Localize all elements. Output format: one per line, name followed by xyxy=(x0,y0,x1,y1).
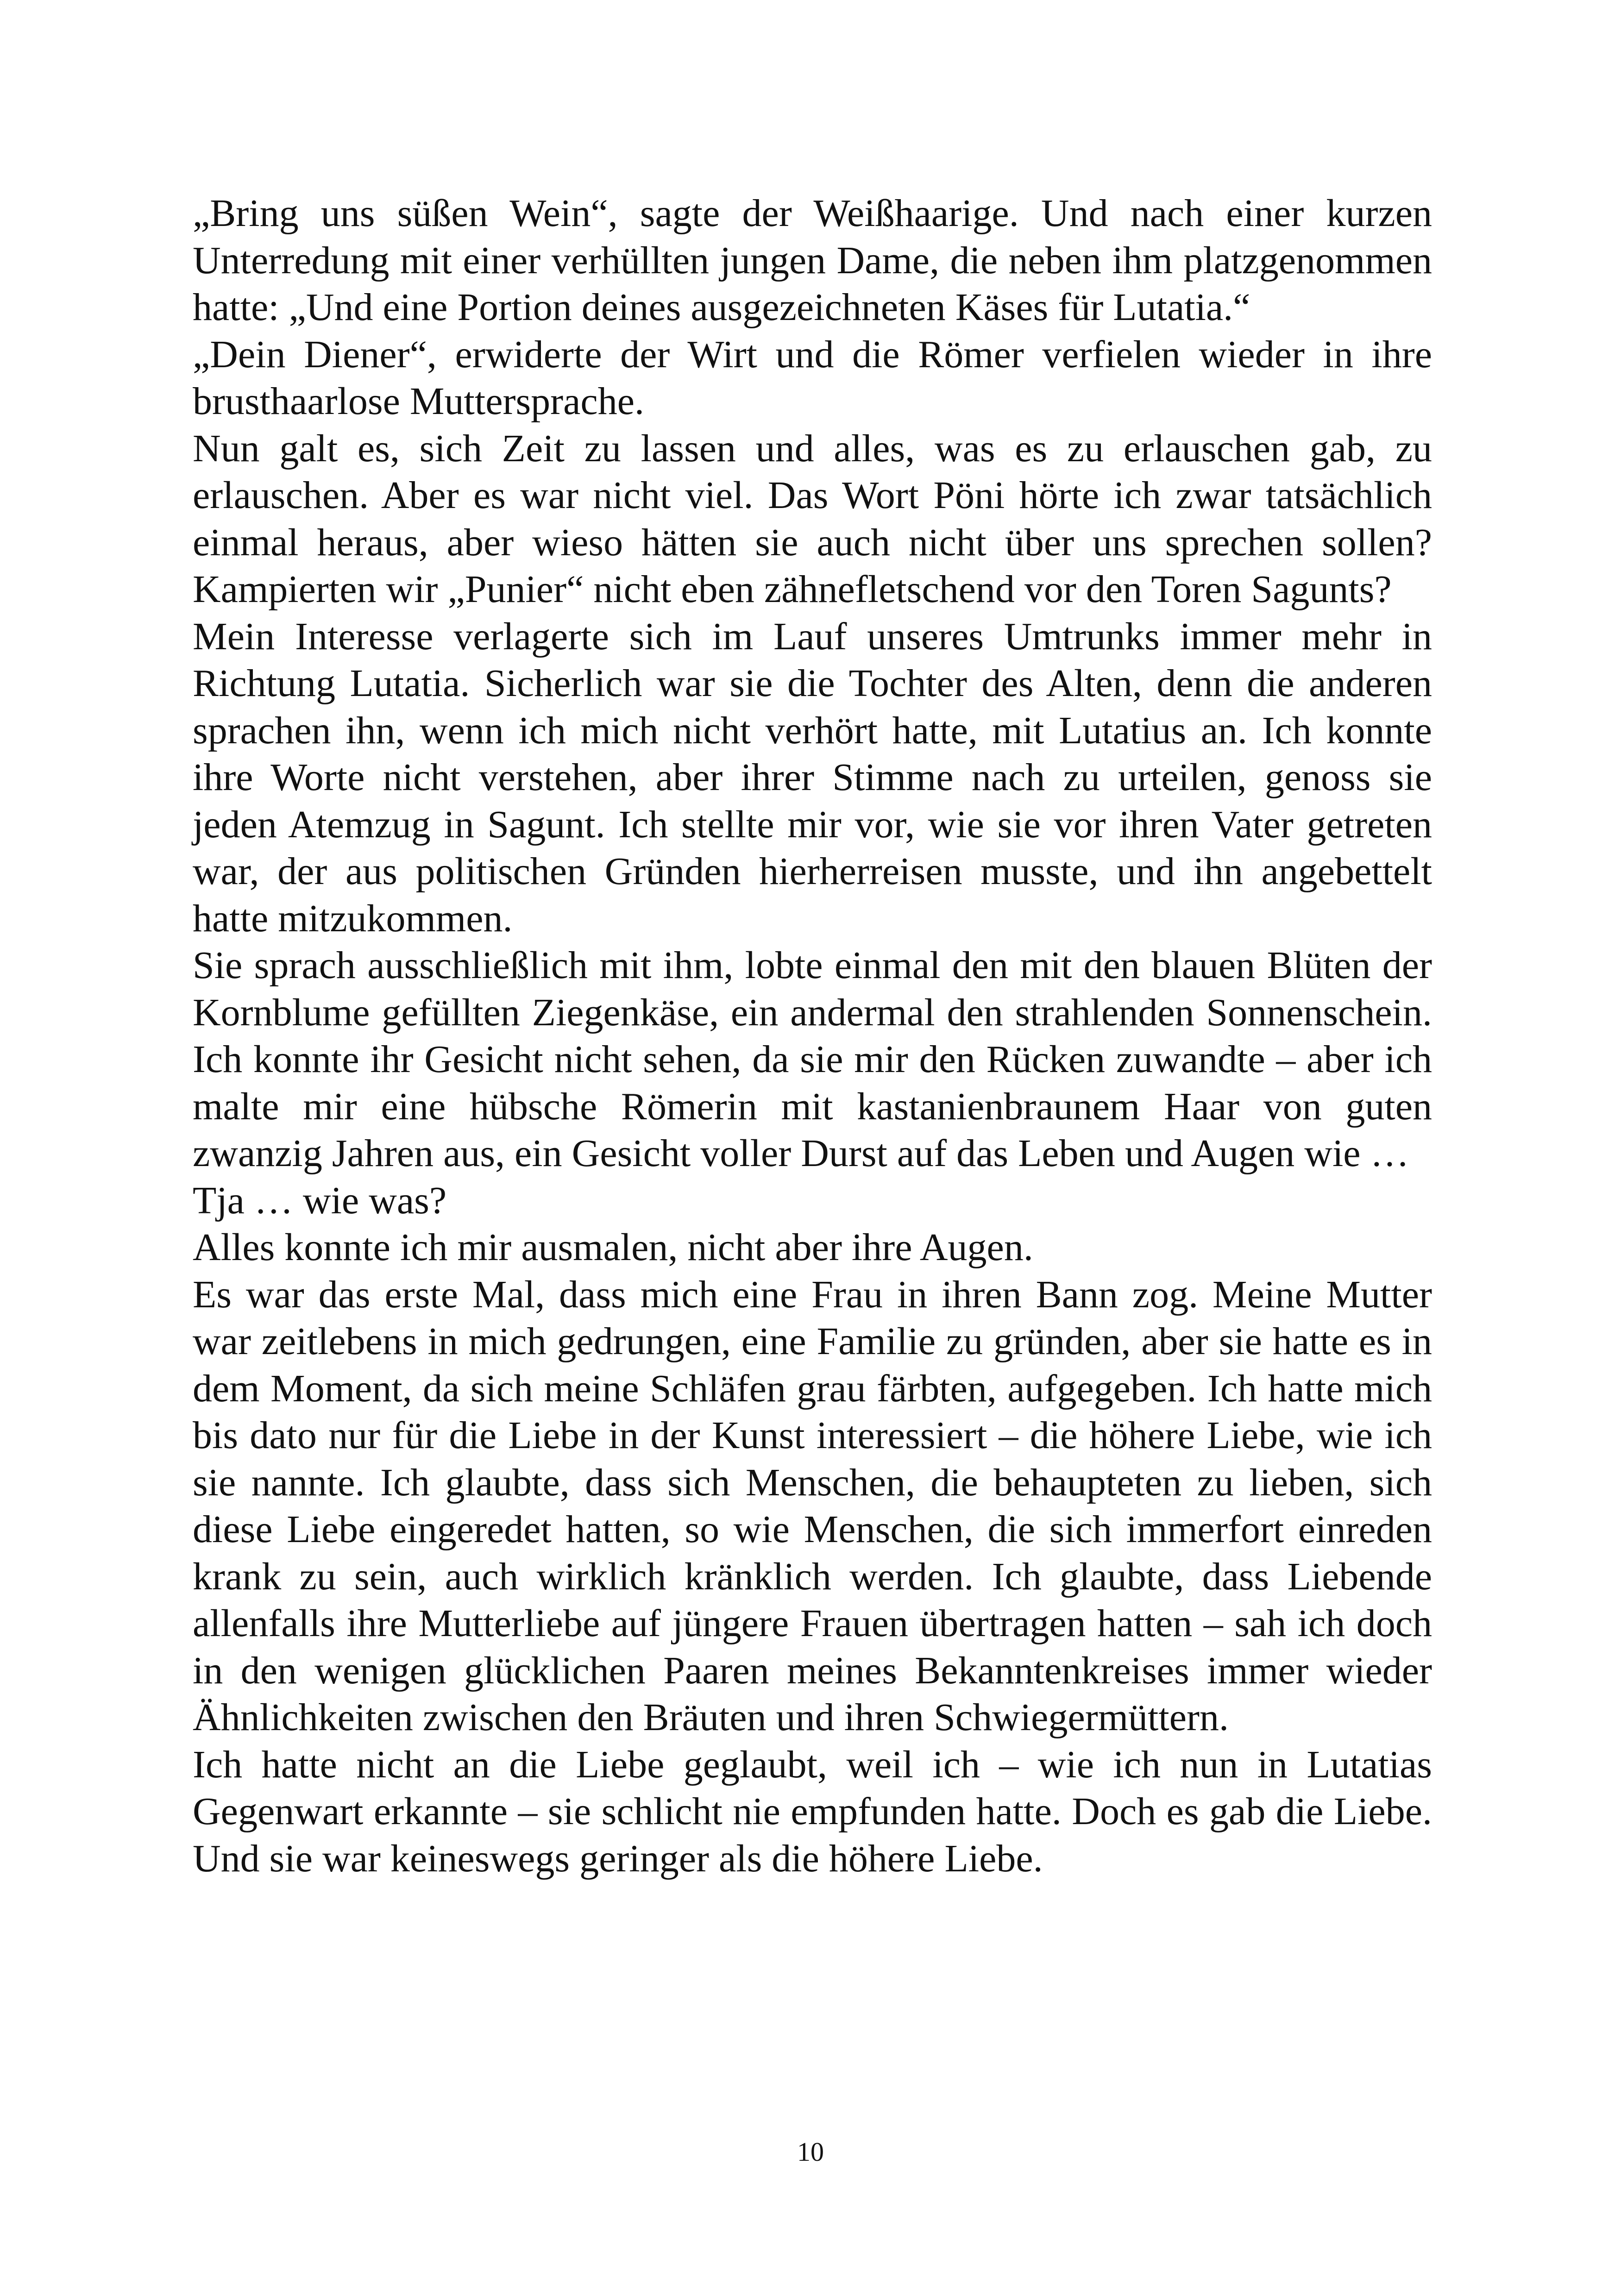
body-text xyxy=(193,190,1432,1882)
paragraph-1: „Bring uns süßen Wein“, sagte der Weißhaarige. Und nach einer kurzen Unterredung mit einer verhüllten jungen Dame, die neben ihm platzgenommen hatte: „Und eine Portion deines ausgezeichneten Käses für Lutatia.“ xyxy=(193,192,1432,329)
paragraph-5: Sie sprach ausschließlich mit ihm, lobte einmal den mit den blauen Blüten der Kornblume gefüllten Ziegenkäse, ein andermal den strahlenden Sonnenschein. Ich konnte ihr Gesicht nicht sehen, da sie mir den Rücken zuwandte – aber ich malte mir eine hübsche Römerin mit kastanienbraunem Haar von guten zwanzig Jahren aus, ein Gesicht voller Durst auf das Leben und Augen wie … xyxy=(193,944,1432,1175)
paragraph-2: „Dein Diener“, erwiderte der Wirt und die Römer verfielen wieder in ihre brusthaarlose Muttersprache. xyxy=(193,332,1432,423)
paragraph-4: Mein Interesse verlagerte sich im Lauf unseres Umtrunks immer mehr in Richtung Lutatia. Sicherlich war sie die Tochter des Alten, denn die anderen sprachen ihn, wenn ich mich nicht verhört hatte, mit Lutatius an. Ich konnte ihre Worte nicht verstehen, aber ihrer Stimme nach zu urteilen, genoss sie jeden Atemzug in Sagunt. Ich stellte mir vor, wie sie vor ihren Vater getreten war, der aus politischen Gründen hierherreisen musste, und ihn angebettelt hatte mitzukommen. xyxy=(193,615,1432,940)
paragraph-6: Tja … wie was? xyxy=(193,1179,447,1222)
paragraph-3: Nun galt es, sich Zeit zu lassen und alles, was es zu erlauschen gab, zu erlauschen. Aber es war nicht viel. Das Wort Pöni hörte ich zwar tatsächlich einmal heraus, aber wieso hätten sie auch nicht über uns sprechen sollen? Kampierten wir „Punier“ nicht eben zähnefletschend vor den Toren Sagunts? xyxy=(193,427,1432,611)
paragraph-9: Ich hatte nicht an die Liebe geglaubt, weil ich – wie ich nun in Lutatias Gegenwart erkannte – sie schlicht nie empfunden hatte. Doch es gab die Liebe. Und sie war keineswegs geringer als die höhere Liebe. xyxy=(193,1743,1432,1880)
paragraph-7: Alles konnte ich mir ausmalen, nicht aber ihre Augen. xyxy=(193,1226,1033,1269)
page-number: 10 xyxy=(797,2137,824,2167)
paragraph-8: Es war das erste Mal, dass mich eine Frau in ihren Bann zog. Meine Mutter war zeitlebens in mich gedrungen, eine Familie zu gründen, aber sie hatte es in dem Moment, da sich meine Schläfen grau färbten, aufgegeben. Ich hatte mich bis dato nur für die Liebe in der Kunst interessiert – die höhere Liebe, wie ich sie nannte. Ich glaubte, dass sich Menschen, die behaupteten zu lieben, sich diese Liebe eingeredet hatten, so wie Menschen, die sich immerfort einreden krank zu sein, auch wirklich kränklich werden. Ich glaubte, dass Liebende allenfalls ihre Mutterliebe auf jüngere Frauen übertragen hatten – sah ich doch in den wenigen glücklichen Paaren meines Bekanntenkreises immer wieder Ähnlichkeiten zwischen den Bräuten und ihren Schwiegermüttern. xyxy=(193,1273,1432,1739)
